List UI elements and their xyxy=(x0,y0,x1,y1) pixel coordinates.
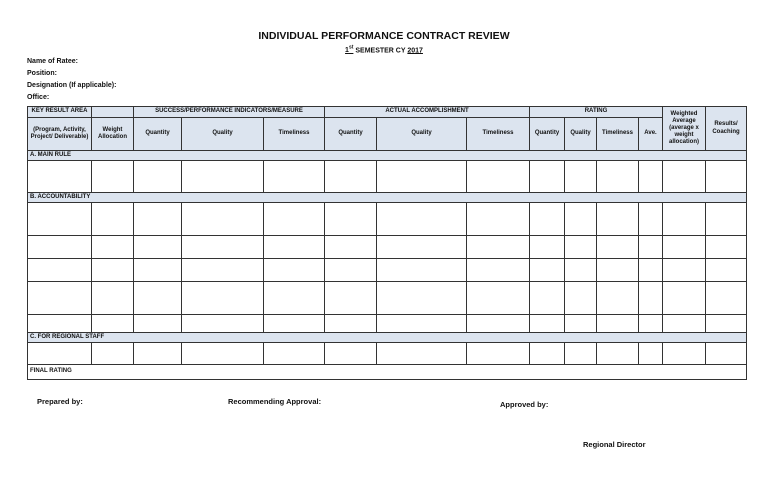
table-cell xyxy=(639,203,663,236)
table-cell xyxy=(28,315,92,333)
table-row xyxy=(28,161,747,193)
table-cell xyxy=(663,161,706,193)
semester-text: SEMESTER CY xyxy=(355,47,406,55)
table-row xyxy=(28,203,747,236)
header-results-coaching: Results/ Coaching xyxy=(706,107,747,151)
table-cell xyxy=(264,161,325,193)
table-cell xyxy=(467,161,530,193)
table-cell xyxy=(663,203,706,236)
office-label: Office: xyxy=(27,94,50,101)
table-cell xyxy=(467,343,530,365)
table-row xyxy=(28,343,747,365)
table-cell xyxy=(264,203,325,236)
table-cell xyxy=(325,161,377,193)
table-cell xyxy=(92,203,134,236)
table-cell xyxy=(467,259,530,282)
table-cell xyxy=(597,282,639,315)
position-label: Position: xyxy=(27,70,57,77)
table-cell xyxy=(467,236,530,259)
table-cell xyxy=(706,343,747,365)
table-cell xyxy=(530,315,565,333)
regional-director-label: Regional Director xyxy=(583,440,646,449)
header-quantity: Quantity xyxy=(325,118,377,151)
table-cell xyxy=(182,161,264,193)
table-cell xyxy=(134,161,182,193)
table-cell xyxy=(134,343,182,365)
table-cell xyxy=(565,343,597,365)
table-cell xyxy=(325,282,377,315)
recommending-approval-label: Recommending Approval: xyxy=(228,397,322,406)
table-cell xyxy=(134,236,182,259)
table-cell xyxy=(325,315,377,333)
table-cell xyxy=(565,236,597,259)
table-cell xyxy=(467,203,530,236)
table-cell xyxy=(28,161,92,193)
final-rating-row: FINAL RATING xyxy=(28,365,747,380)
document-title: INDIVIDUAL PERFORMANCE CONTRACT REVIEW xyxy=(258,30,510,42)
table-cell xyxy=(530,161,565,193)
section-accountability: B. ACCOUNTABILITY xyxy=(28,193,747,203)
header-quality: Quality xyxy=(182,118,264,151)
table-cell xyxy=(377,259,467,282)
table-cell xyxy=(639,343,663,365)
table-cell xyxy=(530,236,565,259)
semester-year: 2017 xyxy=(407,47,423,55)
table-cell xyxy=(663,282,706,315)
table-cell xyxy=(92,161,134,193)
table-cell xyxy=(663,236,706,259)
performance-table xyxy=(27,106,747,380)
prepared-by-label: Prepared by: xyxy=(37,397,83,406)
table-cell xyxy=(182,236,264,259)
table-cell xyxy=(92,282,134,315)
table-cell xyxy=(639,161,663,193)
table-cell xyxy=(530,282,565,315)
table-cell xyxy=(597,236,639,259)
table-cell xyxy=(28,259,92,282)
table-cell xyxy=(377,315,467,333)
table-cell xyxy=(325,203,377,236)
table-cell xyxy=(597,259,639,282)
table-cell xyxy=(182,282,264,315)
table-cell xyxy=(706,259,747,282)
table-cell xyxy=(28,203,92,236)
table-cell xyxy=(182,203,264,236)
header-quantity: Quantity xyxy=(134,118,182,151)
table-cell xyxy=(377,203,467,236)
ratee-label: Name of Ratee: xyxy=(27,58,78,65)
table-cell xyxy=(264,236,325,259)
table-cell xyxy=(325,236,377,259)
table-cell xyxy=(377,343,467,365)
table-cell xyxy=(134,259,182,282)
header-quality: Quality xyxy=(377,118,467,151)
table-cell xyxy=(639,236,663,259)
table-cell xyxy=(565,161,597,193)
table-cell xyxy=(530,343,565,365)
table-cell xyxy=(597,161,639,193)
table-row xyxy=(28,236,747,259)
table-cell xyxy=(565,203,597,236)
semester-number: 1st xyxy=(345,45,354,55)
semester-line xyxy=(0,45,768,54)
table-cell xyxy=(663,315,706,333)
table-cell xyxy=(597,203,639,236)
header-weight: Weight Allocation xyxy=(92,118,134,151)
table-cell xyxy=(92,259,134,282)
table-cell xyxy=(706,203,747,236)
table-cell xyxy=(182,343,264,365)
table-cell xyxy=(182,315,264,333)
table-cell xyxy=(28,343,92,365)
table-cell xyxy=(92,343,134,365)
header-quality: Quality xyxy=(565,118,597,151)
table-cell xyxy=(377,282,467,315)
table-cell xyxy=(639,259,663,282)
header-actual: ACTUAL ACCOMPLISHMENT xyxy=(325,107,530,118)
table-cell xyxy=(325,259,377,282)
table-cell xyxy=(467,282,530,315)
header-quantity: Quantity xyxy=(530,118,565,151)
table-cell xyxy=(134,315,182,333)
header-blank xyxy=(92,107,134,118)
header-success: SUCCESS/PERFORMANCE INDICATORS/MEASURE xyxy=(134,107,325,118)
table-cell xyxy=(706,315,747,333)
header-kra: KEY RESULT AREA xyxy=(28,107,92,118)
approved-by-label: Approved by: xyxy=(500,400,549,409)
table-row xyxy=(28,315,747,333)
table-cell xyxy=(182,259,264,282)
section-regional-staff: C. FOR REGIONAL STAFF xyxy=(28,333,747,343)
designation-label: Designation (If applicable): xyxy=(27,82,117,89)
table-cell xyxy=(597,343,639,365)
table-row xyxy=(28,259,747,282)
table-cell xyxy=(565,259,597,282)
table-cell xyxy=(28,236,92,259)
header-weighted-average: Weighted Average (average x weight allocation) xyxy=(663,107,706,151)
table-cell xyxy=(639,315,663,333)
header-average: Ave. xyxy=(639,118,663,151)
table-cell xyxy=(28,282,92,315)
header-timeliness: Timeliness xyxy=(467,118,530,151)
table-cell xyxy=(134,203,182,236)
table-cell xyxy=(639,282,663,315)
table-cell xyxy=(377,236,467,259)
table-cell xyxy=(92,315,134,333)
section-main-rule: A. MAIN RULE xyxy=(28,151,747,161)
table-cell xyxy=(134,282,182,315)
table-cell xyxy=(377,161,467,193)
table-cell xyxy=(663,259,706,282)
table-cell xyxy=(706,282,747,315)
table-cell xyxy=(565,282,597,315)
table-cell xyxy=(706,236,747,259)
table-cell xyxy=(565,315,597,333)
table-cell xyxy=(264,282,325,315)
table-cell xyxy=(530,203,565,236)
header-program: (Program, Activity, Project/ Deliverable) xyxy=(28,118,92,151)
table-cell xyxy=(264,259,325,282)
table-cell xyxy=(92,236,134,259)
table-cell xyxy=(663,343,706,365)
table-cell xyxy=(530,259,565,282)
header-timeliness: Timeliness xyxy=(264,118,325,151)
table-cell xyxy=(597,315,639,333)
table-cell xyxy=(264,343,325,365)
header-timeliness: Timeliness xyxy=(597,118,639,151)
table-cell xyxy=(264,315,325,333)
header-rating: RATING xyxy=(530,107,663,118)
table-row xyxy=(28,282,747,315)
table-cell xyxy=(706,161,747,193)
table-cell xyxy=(467,315,530,333)
table-cell xyxy=(325,343,377,365)
